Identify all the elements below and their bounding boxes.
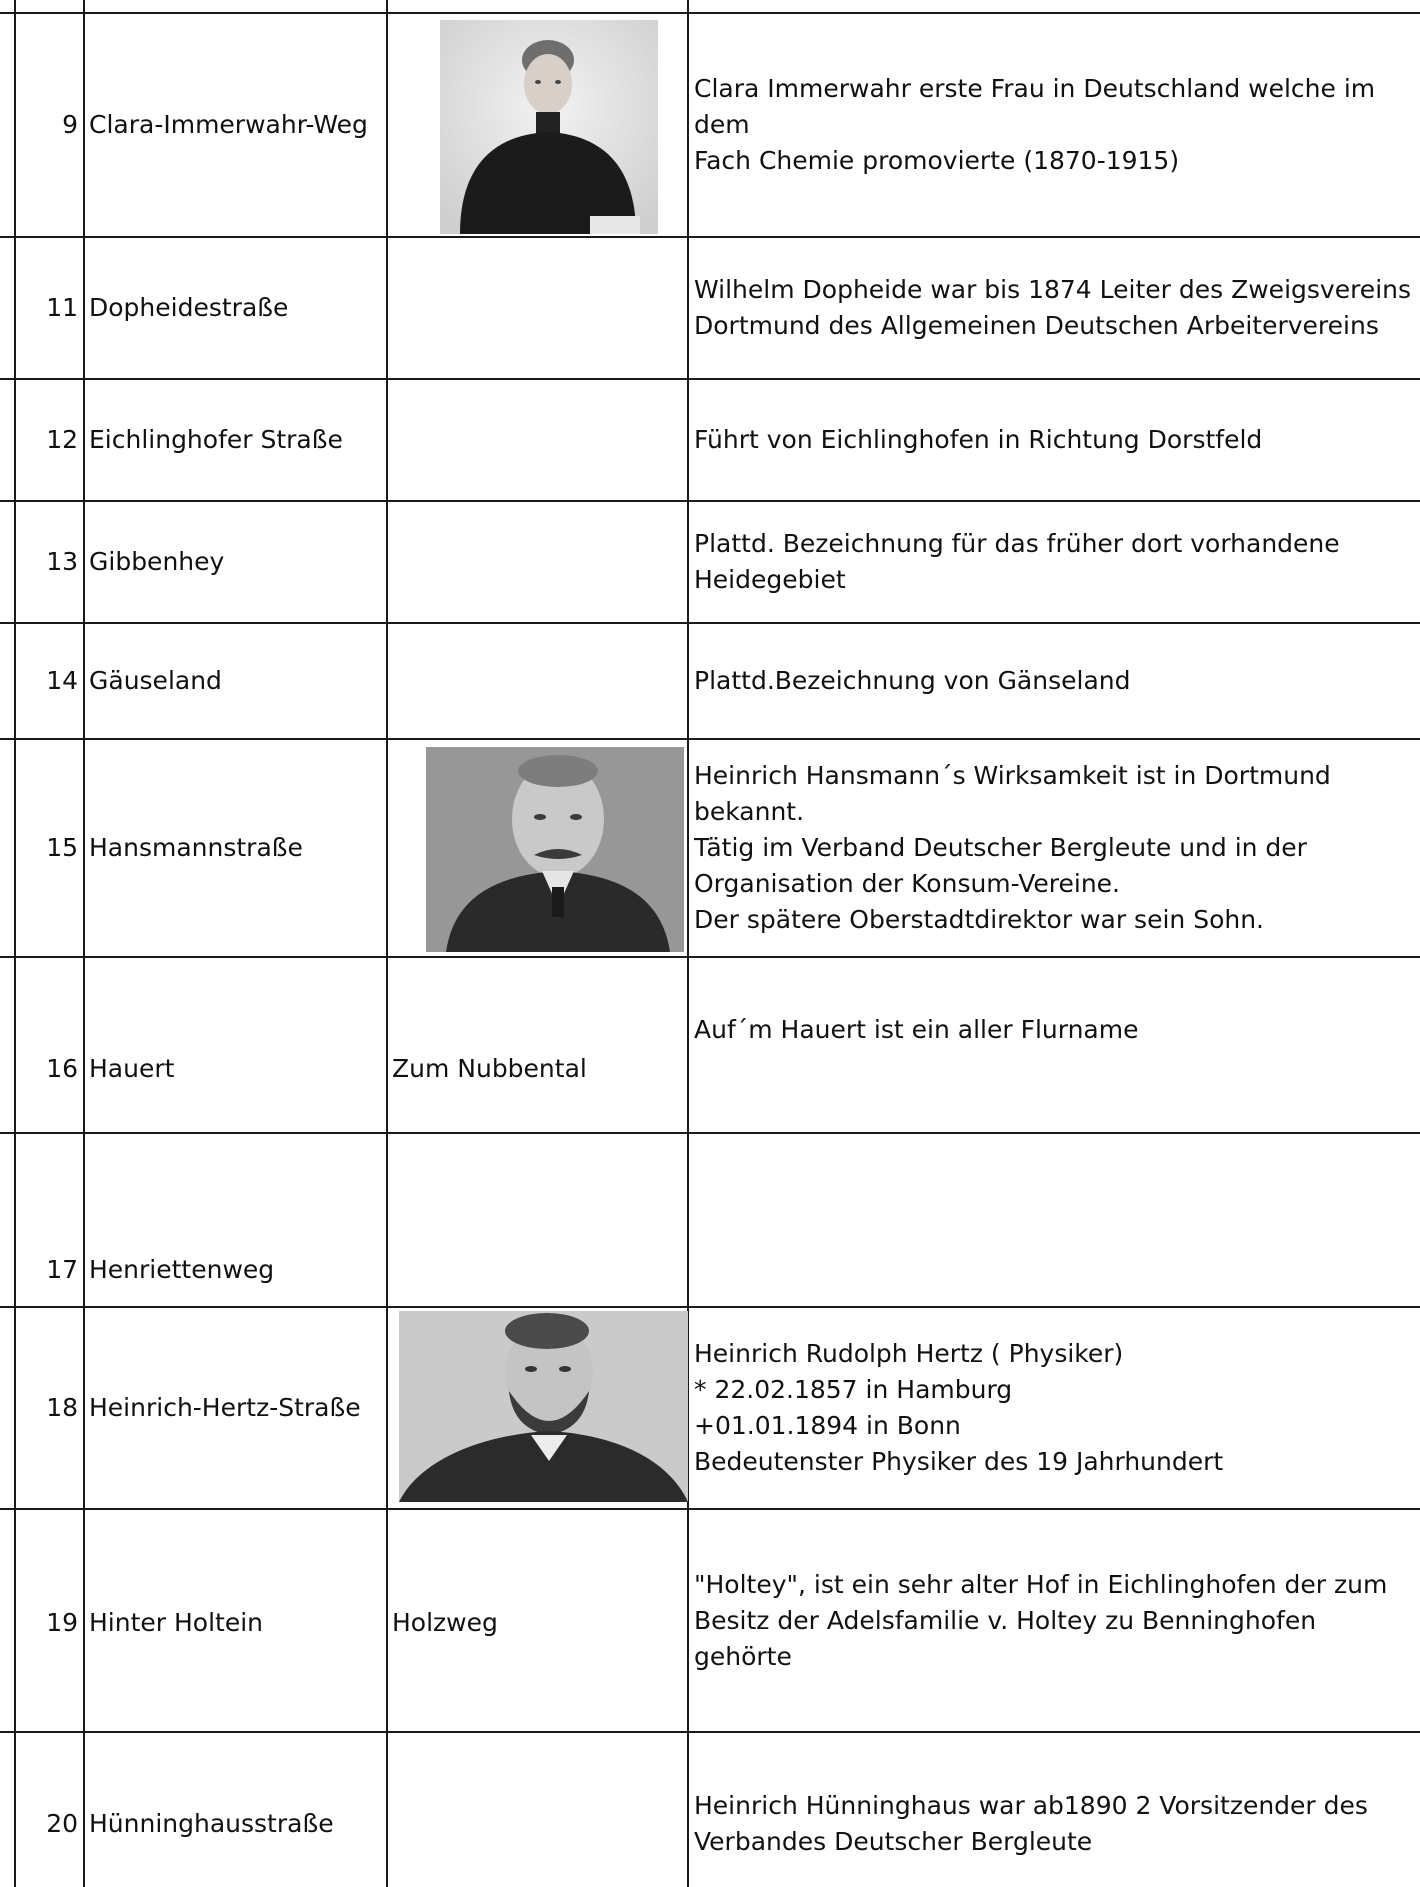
street-description: Führt von Eichlinghofen in Richtung Dorstfeld [694,425,1263,454]
street-description: Plattd. Bezeichnung für das früher dort vorhandene Heidegebiet [694,529,1340,594]
row-number: 18 [46,1393,78,1422]
row-number: 20 [46,1809,78,1838]
street-name: Gibbenhey [89,547,225,576]
street-name: Hansmannstraße [89,833,303,862]
street-description: "Holtey", ist ein sehr alter Hof in Eichlinghofen der zum Besitz der Adelsfamilie v. Holtey zu Benninghofen gehörte [694,1569,1388,1671]
street-name: Clara-Immerwahr-Weg [89,110,368,139]
street-description: Heinrich Rudolph Hertz ( Physiker) * 22.02.1857 in Hamburg +01.01.1894 in Bonn Bedeutenster Physiker des 19 Jahrhundert [694,1339,1224,1476]
row-number: 19 [46,1607,78,1637]
portrait-man-beard-photo [399,1311,688,1502]
row-number: 15 [46,833,78,862]
street-description: Wilhelm Dopheide war bis 1874 Leiter des Zweigsvereins Dortmund des Allgemeinen Deutschen Arbeitervereins [694,275,1412,340]
row-number: 11 [46,293,78,322]
street-description: Plattd.Bezeichnung von Gänseland [694,666,1131,695]
alternative-name: Zum Nubbental [392,1054,587,1083]
portrait-man-mustache-photo [426,747,684,952]
street-name: Gäuseland [89,666,222,695]
street-name: Henriettenweg [89,1255,275,1284]
row-number: 12 [46,425,78,454]
row-number: 17 [46,1255,78,1284]
street-name: Dopheidestraße [89,293,289,322]
alternative-name: Holzweg [392,1607,498,1637]
street-name: Hauert [89,1054,175,1083]
row-number: 14 [46,666,78,695]
street-name: Heinrich-Hertz-Straße [89,1393,361,1422]
street-name: Hinter Holtein [89,1607,264,1637]
portrait-woman-photo [440,20,658,234]
street-description [689,1134,1420,1306]
street-description: Auf´m Hauert ist ein aller Flurname [694,1015,1139,1044]
row-number: 9 [62,110,78,139]
street-description: Heinrich Hansmann´s Wirksamkeit ist in Dortmund bekannt. Tätig im Verband Deutscher Bergleute und in der Organisation der Konsum-Vereine. Der spätere Oberstadtdirektor war sein Sohn. [694,761,1331,934]
street-name: Hünninghausstraße [89,1809,334,1838]
street-description: Clara Immerwahr erste Frau in Deutschland welche im dem Fach Chemie promovierte (1870-1915) [694,74,1376,175]
street-name: Eichlinghofer Straße [89,425,343,454]
row-number: 16 [46,1054,78,1083]
street-description: Heinrich Hünninghaus war ab1890 2 Vorsitzender des Verbandes Deutscher Bergleute [694,1791,1368,1856]
row-number: 13 [46,547,78,576]
